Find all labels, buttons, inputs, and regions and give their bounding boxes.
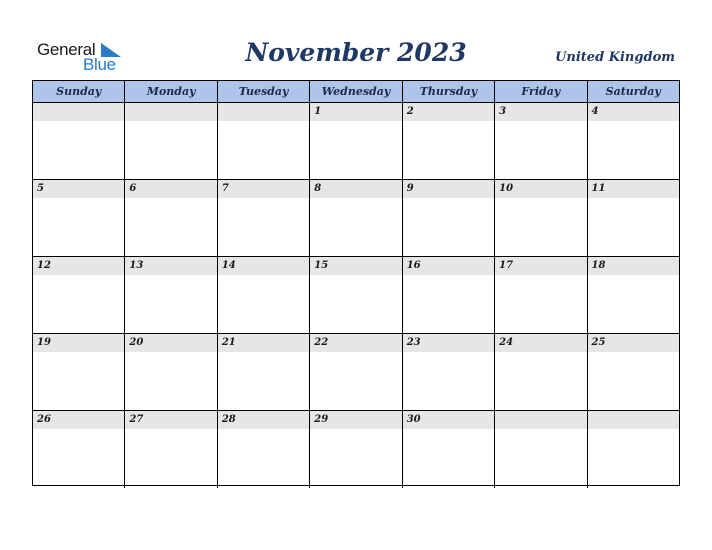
day-cell[interactable] bbox=[33, 103, 125, 179]
day-cell[interactable] bbox=[125, 411, 217, 488]
day-cell[interactable] bbox=[588, 103, 679, 179]
day-number: 26 bbox=[37, 414, 51, 425]
day-cell[interactable] bbox=[125, 103, 217, 179]
weekday-header-row bbox=[33, 81, 679, 103]
day-number: 23 bbox=[406, 337, 421, 348]
day-cell[interactable] bbox=[33, 411, 125, 488]
day-number: 11 bbox=[591, 183, 606, 194]
calendar-grid bbox=[32, 80, 680, 486]
weekday-wednesday: Wednesday bbox=[310, 81, 402, 102]
day-number: 6 bbox=[129, 183, 137, 194]
day-number: 16 bbox=[406, 260, 421, 271]
day-cell[interactable] bbox=[403, 103, 495, 179]
day-number: 9 bbox=[406, 183, 414, 194]
logo-word-blue: Blue bbox=[83, 55, 116, 74]
day-number: 12 bbox=[37, 260, 51, 271]
day-cell[interactable] bbox=[495, 103, 587, 179]
day-number: 19 bbox=[37, 337, 51, 348]
day-cell[interactable] bbox=[218, 257, 310, 333]
week-row bbox=[33, 257, 679, 334]
day-cell[interactable] bbox=[403, 411, 495, 488]
week-row bbox=[33, 180, 679, 257]
day-cell[interactable] bbox=[403, 334, 495, 410]
day-number: 28 bbox=[221, 414, 236, 425]
day-cell[interactable] bbox=[218, 334, 310, 410]
weekday-saturday: Saturday bbox=[605, 85, 661, 98]
day-cell[interactable] bbox=[495, 411, 587, 488]
day-cell[interactable] bbox=[125, 334, 217, 410]
day-cell[interactable] bbox=[310, 180, 402, 256]
day-number: 7 bbox=[221, 183, 229, 194]
day-cell[interactable] bbox=[310, 334, 402, 410]
day-number: 5 bbox=[37, 183, 44, 194]
day-cell[interactable] bbox=[33, 180, 125, 256]
day-cell[interactable] bbox=[588, 180, 679, 256]
country-label: United Kingdom bbox=[555, 50, 675, 65]
day-cell[interactable] bbox=[310, 257, 402, 333]
day-number: 24 bbox=[499, 337, 514, 348]
day-number: 14 bbox=[221, 260, 236, 271]
day-cell[interactable] bbox=[588, 411, 679, 488]
logo-word-general: General bbox=[37, 40, 96, 59]
day-number: 10 bbox=[499, 183, 514, 194]
day-cell[interactable] bbox=[218, 103, 310, 179]
day-number: 15 bbox=[314, 260, 329, 271]
day-number: 2 bbox=[406, 106, 414, 117]
day-cell[interactable] bbox=[125, 257, 217, 333]
week-row bbox=[33, 334, 679, 411]
day-cell[interactable] bbox=[218, 411, 310, 488]
day-cell[interactable] bbox=[310, 103, 402, 179]
calendar-title: November 2023 bbox=[245, 38, 467, 67]
day-number: 29 bbox=[314, 414, 329, 425]
day-number: 22 bbox=[314, 337, 329, 348]
day-cell[interactable] bbox=[588, 257, 679, 333]
day-cell[interactable] bbox=[588, 334, 679, 410]
day-number: 25 bbox=[591, 337, 606, 348]
weekday-friday: Friday bbox=[495, 81, 587, 102]
day-number: 30 bbox=[406, 414, 421, 425]
day-number: 1 bbox=[314, 106, 322, 117]
day-cell[interactable] bbox=[33, 334, 125, 410]
day-number: 13 bbox=[129, 260, 144, 271]
day-cell[interactable] bbox=[403, 180, 495, 256]
week-row bbox=[33, 103, 679, 180]
day-number: 17 bbox=[499, 260, 514, 271]
day-cell[interactable] bbox=[33, 257, 125, 333]
weekday-tuesday: Tuesday bbox=[218, 81, 310, 102]
day-number: 21 bbox=[221, 337, 236, 348]
week-row bbox=[33, 411, 679, 488]
day-number: 3 bbox=[499, 106, 507, 117]
day-cell[interactable] bbox=[495, 257, 587, 333]
weekday-thursday: Thursday bbox=[403, 81, 495, 102]
day-number: 27 bbox=[129, 414, 144, 425]
day-cell[interactable] bbox=[495, 334, 587, 410]
weekday-monday: Monday bbox=[125, 81, 217, 102]
weekday-sunday: Sunday bbox=[33, 81, 125, 102]
day-number: 18 bbox=[591, 260, 606, 271]
day-number: 8 bbox=[314, 183, 322, 194]
day-cell[interactable] bbox=[403, 257, 495, 333]
day-number: 4 bbox=[591, 106, 599, 117]
day-cell[interactable] bbox=[310, 411, 402, 488]
day-number: 20 bbox=[129, 337, 144, 348]
day-cell[interactable] bbox=[125, 180, 217, 256]
day-cell[interactable] bbox=[495, 180, 587, 256]
day-cell[interactable] bbox=[218, 180, 310, 256]
